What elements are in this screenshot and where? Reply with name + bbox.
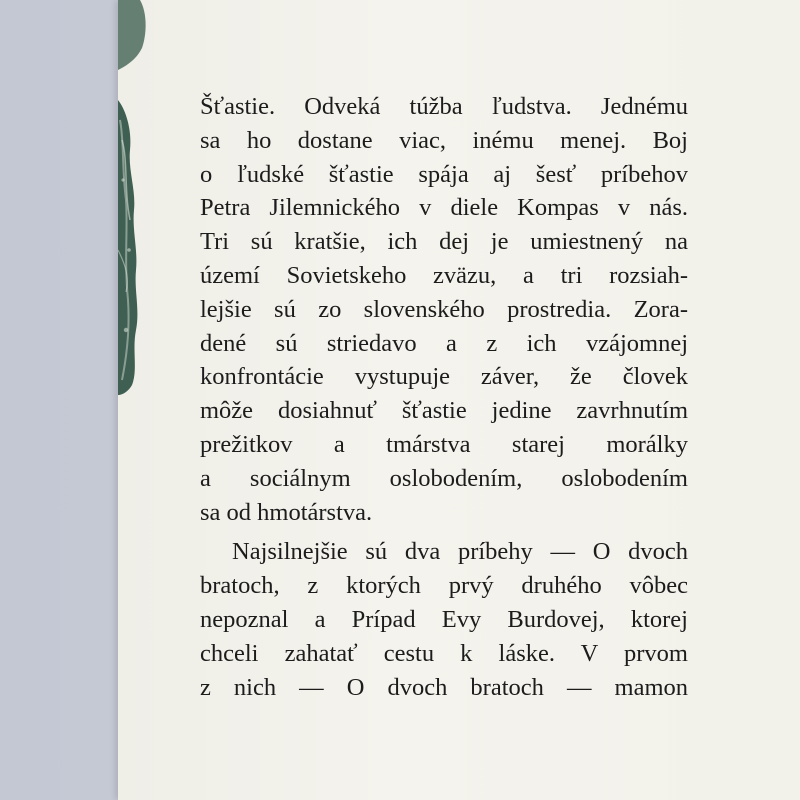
text-line: konfrontácie vystupuje záver, že človek <box>200 363 688 391</box>
text-line: území Sovietskeho zväzu, a tri rozsiah- <box>200 261 688 289</box>
text-line: Najsilnejšie sú dva príbehy — O dvoch <box>232 538 688 566</box>
text-line: Šťastie. Odveká túžba ľudstva. Jednému <box>200 93 688 120</box>
paragraph-1 <box>200 90 688 529</box>
text-line: chceli zahatať cestu k láske. V prvom <box>200 639 688 667</box>
text-line: sa ho dostane viac, inému menej. Boj <box>200 126 688 154</box>
text-block <box>200 90 688 704</box>
text-line: Petra Jilemnického v diele Kompas v nás. <box>200 194 688 222</box>
text-line: bratoch, z ktorých prvý druhého vôbec <box>200 572 688 600</box>
text-line: z nich — O dvoch bratoch — mamon <box>200 673 688 701</box>
text-line: a sociálnym oslobodením, oslobodením <box>200 464 688 492</box>
text-line: lejšie sú zo slovenského prostredia. Zora- <box>200 295 688 323</box>
text-line: sa od hmotárstva. <box>200 498 373 526</box>
text-line: Tri sú kratšie, ich dej je umiestnený na <box>200 228 688 256</box>
text-line: môže dosiahnuť šťastie jedine zavrhnutím <box>200 397 688 425</box>
decorative-vignette-illustration <box>118 0 178 800</box>
text-line: o ľudské šťastie spája aj šesť príbehov <box>200 160 688 188</box>
text-line: nepoznal a Prípad Evy Burdovej, ktorej <box>200 605 688 633</box>
paragraph-2 <box>200 535 688 704</box>
text-line: dené sú striedavo a z ich vzájomnej <box>200 329 688 357</box>
book-page <box>118 0 800 800</box>
text-line: prežitkov a tmárstva starej morálky <box>200 430 688 458</box>
